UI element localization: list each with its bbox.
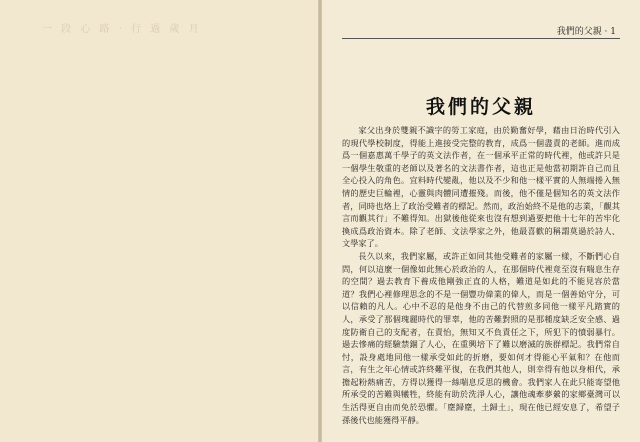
bleed-through-text: 一 段 心 路 · 行 過 歲 月 xyxy=(42,24,202,35)
chapter-title: 我們的父親 xyxy=(425,96,536,118)
header-rule xyxy=(342,38,620,39)
paragraph-2: 長久以來，我們家屬，或許正如同其他受難者的家屬一樣，不斷們心自問，何以這麼一個像如此無心於政治的人，在那個時代裡竟至沒有喘息生存的空間？過去教育下養成他剛強正直的人格，難道是如此的不能見容於當道？我們心裡修理思念的不是一個豐功偉業的偉人，而是一個善始守分，可以信賴的凡人。心中不忍的是他身不由己的代替煎多同他一樣平凡踏實的人，承受了那個瑰麗時代的罪辜，他的苦難對照的是那種度缺乏安全感、過度防衛自己的支配者，在責怡，無知又不負責任之下，所犯下的憤弱暴行。過去慘痛的經驗禁錮了人心，在重興培下了難以磨滅的族群標記。我們常自忖，設身處地同他一樣承受如此的折磨，要如何才得能心平氣和？在他而言，有生之年心情或許終難平復，在我們其他人，則幸得有他以身相代，承擔起粉熱痛苦，方得以獲得一絲喘息反思的機會。我們家人在此只能寄望他所承受的苦難與犧牲，終能有助於洗淨人心，讓他魂牽夢縈的家鄉臺灣可以生活得更自由而免於恐懼。「塵歸塵，土歸土」，現在他已經安息了，希望子孫後代也能獲得平靜。 xyxy=(342,250,620,425)
running-header: 我們的父親 · 1 xyxy=(556,27,616,37)
paragraph-1: 家父出身於雙親不識字的勞工家庭，由於勤奮好學，藉由日治時代引入的現代學校制度，得能上進接受完整的教育，成爲一個盡責的老師。進而成爲一個嘉惠萬千學子的英文法作者，在一個承平正常的時代裡，他或許只是一個學生敬重的老師以及著名的文法書作者，這也正是他當初期許自己而且全心投入的角色。宜料時代變亂，他以及不少和他一樣平實的人無端捲入無情的歷史巨輪裡，心靈與肉體同遭摧殘。而後，他不僅是個知名的英文法作者，同時也烙上了政治受難者的標記。然而，政治始終不是他的志業，「觀其言而觀其行」不難得知。出獄後他從來也沒有想到過要把他十七年的苦牢化換成爲政治資本。除了老師、文法學家之外，他最喜歡的稱謂莫過於詩人、文學家了。 xyxy=(342,125,620,249)
body-text xyxy=(342,124,620,426)
left-page xyxy=(0,0,318,442)
right-page xyxy=(322,0,640,442)
